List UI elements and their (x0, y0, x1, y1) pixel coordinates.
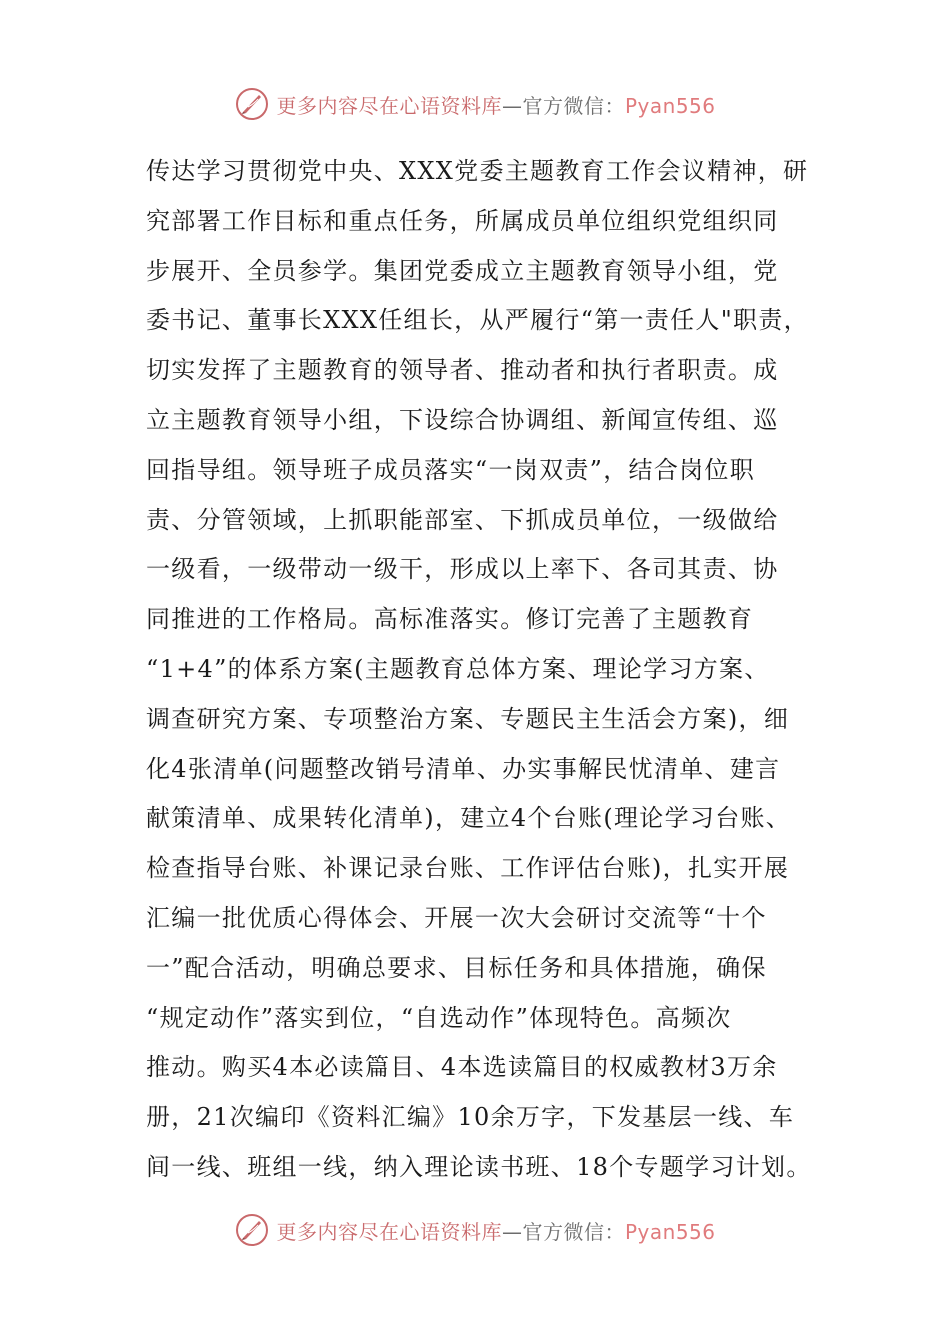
text-line: “规定动作”落实到位，“自选动作”体现特色。高频次 (146, 1003, 732, 1032)
watermark-main: 更多内容尽在心语资料库 (276, 93, 502, 118)
text-line: 间一线、班组一线，纳入理论读书班、18个专题学习计划。 (146, 1152, 812, 1181)
document-body (146, 147, 811, 1193)
text-line: 传达学习贯彻党中央、XXX党委主题教育工作会议精神，研 (146, 157, 809, 185)
watermark-wechat-id: Pyan556 (624, 93, 716, 118)
text-line: 化4张清单(问题整改销号清单、办实事解民忧清单、建言 (146, 754, 781, 783)
watermark-text (276, 90, 715, 119)
text-line: 一”配合活动，明确总要求、目标任务和具体措施，确保 (146, 953, 767, 982)
watermark-label: 官方微信： (522, 1219, 625, 1244)
text-line: 同推进的工作格局。高标准落实。修订完善了主题教育 (146, 605, 754, 634)
watermark-dash: — (501, 1219, 523, 1244)
watermark-label: 官方微信： (522, 93, 625, 118)
quill-logo-icon (234, 1212, 270, 1248)
text-line: “1+4”的体系方案(主题教育总体方案、理论学习方案、 (146, 654, 770, 683)
watermark-main: 更多内容尽在心语资料库 (276, 1219, 502, 1244)
text-line: 回指导组。领导班子成员落实“一岗双责”，结合岗位职 (146, 455, 756, 484)
footer-watermark-banner (0, 1210, 950, 1250)
text-line: 汇编一批优质心得体会、开展一次大会研讨交流等“十个 (146, 903, 767, 932)
text-line: 究部署工作目标和重点任务，所属成员单位组织党组织同 (146, 206, 779, 235)
quill-logo-icon (234, 86, 270, 122)
text-line: 切实发挥了主题教育的领导者、推动者和执行者职责。成 (146, 356, 779, 385)
text-line: 步展开、全员参学。集团党委成立主题教育领导小组，党 (146, 256, 779, 285)
watermark-wechat-id: Pyan556 (624, 1219, 716, 1244)
watermark-text (276, 1216, 715, 1245)
text-line: 责、分管领域，上抓职能部室、下抓成员单位，一级做给 (146, 505, 779, 534)
text-line: 推动。购买4本必读篇目、4本选读篇目的权威教材3万余 (146, 1053, 778, 1082)
text-line: 调查研究方案、专项整治方案、专题民主生活会方案)，细 (146, 704, 790, 733)
text-line: 册，21次编印《资料汇编》10余万字，下发基层一线、车 (146, 1103, 795, 1132)
header-watermark-banner (0, 84, 950, 124)
text-line: 献策清单、成果转化清单)，建立4个台账(理论学习台账、 (146, 804, 792, 833)
watermark-dash: — (501, 93, 523, 118)
text-line: 立主题教育领导小组，下设综合协调组、新闻宣传组、巡 (146, 405, 779, 434)
text-line: 一级看，一级带动一级干，形成以上率下、各司其责、协 (146, 555, 779, 584)
text-line: 检查指导台账、补课记录台账、工作评估台账)，扎实开展 (146, 854, 790, 883)
text-line: 委书记、董事长XXX任组长，从严履行“第一责任人"职责， (146, 306, 809, 335)
